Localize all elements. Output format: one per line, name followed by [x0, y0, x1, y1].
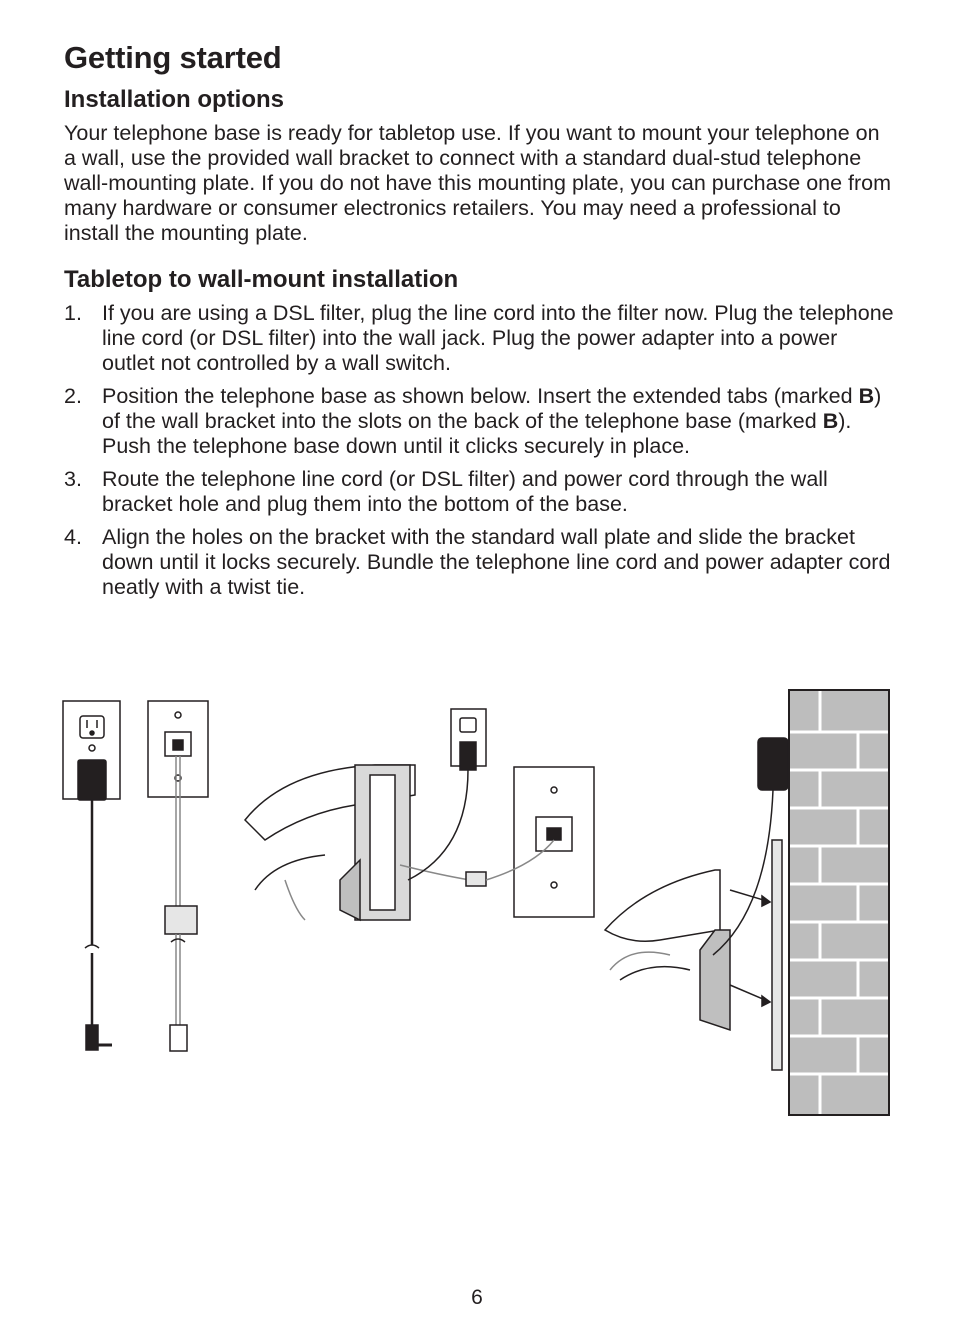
step-4 — [64, 525, 894, 600]
section-heading-wall-mount: Tabletop to wall-mount installation — [64, 266, 459, 293]
installation-steps — [64, 301, 894, 608]
step-2 — [64, 384, 894, 459]
page-number: 6 — [471, 1286, 483, 1309]
brick-wall-illustration — [789, 690, 889, 1115]
step-1 — [64, 301, 894, 376]
marker-b: B — [858, 384, 875, 408]
power-outlet-icon — [63, 701, 120, 1050]
step-number: 1. — [64, 301, 82, 325]
step-number: 2. — [64, 384, 82, 408]
installation-options-text: Your telephone base is ready for tabletop use. If you want to mount your telephone on a wall, use the provided wall bracket to connect with a standard dual-stud telephone wall-mounting plate. If you do not have this mounting plate, you can purchase one from many hardware or consumer electronics retailers. You may need a professional to install the mounting plate. — [64, 121, 892, 245]
page-title: Getting started — [64, 40, 282, 75]
power-outlet-icon — [408, 709, 486, 880]
wall-jack-icon — [148, 701, 208, 1051]
step-text: Route the telephone line cord (or DSL filter) and power cord through the wall bracket hole and plug them into the bottom of the base. — [102, 467, 828, 516]
installation-illustration — [0, 680, 954, 1130]
step-3 — [64, 467, 894, 517]
step-text: Align the holes on the bracket with the standard wall plate and slide the bracket down until it locks securely. Bundle the telephone line cord and power adapter cord neatly with a twist tie. — [102, 525, 891, 599]
step-number: 4. — [64, 525, 82, 549]
marker-b: B — [822, 409, 839, 433]
wall-jack-icon — [486, 767, 594, 917]
section-heading-installation-options: Installation options — [64, 86, 284, 113]
mounted-base-illustration — [605, 738, 788, 1070]
step-number: 3. — [64, 467, 82, 491]
step-text: Position the telephone base as shown below. Insert the extended tabs (marked B) of the wall bracket into the slots on the back of the telephone base (marked B). Push the telephone base down until it clicks securely in place. — [102, 384, 882, 458]
step-text: If you are using a DSL filter, plug the line cord into the filter now. Plug the telephone line cord (or DSL filter) into the wall jack. Plug the power adapter into a power outlet not controlled by a wall switch. — [102, 301, 894, 375]
